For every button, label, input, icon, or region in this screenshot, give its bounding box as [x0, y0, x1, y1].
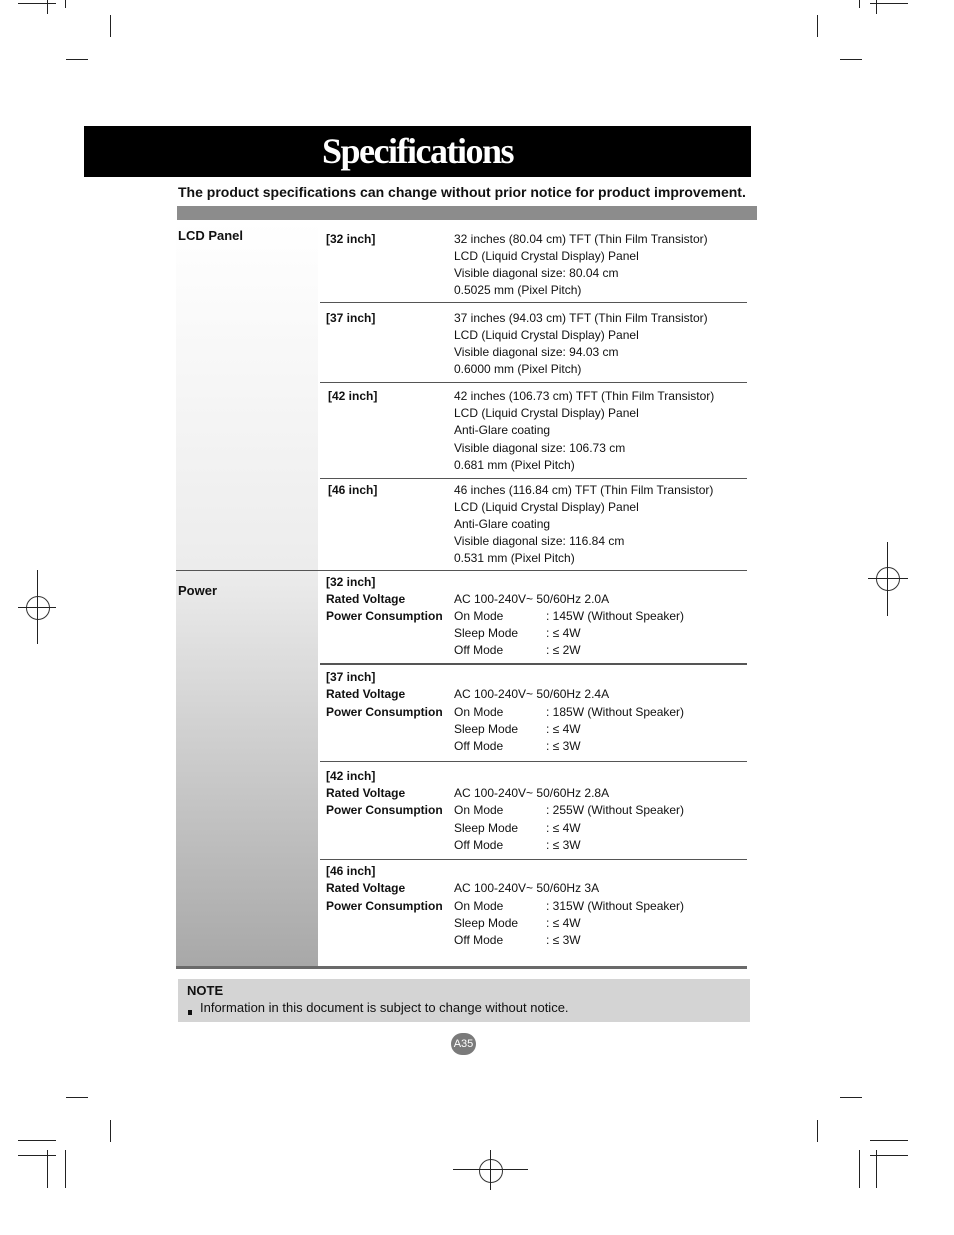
spec-line: 0.531 mm (Pixel Pitch) — [454, 551, 575, 565]
spec-line: 0.5025 mm (Pixel Pitch) — [454, 283, 582, 297]
model-label: [42 inch] — [326, 769, 376, 783]
sleep-mode-value: : ≤ 4W — [546, 722, 581, 736]
spec-line: LCD (Liquid Crystal Display) Panel — [454, 249, 639, 263]
spec-line: Anti-Glare coating — [454, 423, 551, 437]
rated-voltage-value: AC 100-240V~ 50/60Hz 2.0A — [454, 592, 610, 606]
on-mode-value: : 315W (Without Speaker) — [546, 899, 685, 913]
spec-line: 46 inches (116.84 cm) TFT (Thin Film Transistor) — [454, 483, 714, 497]
spec-line: LCD (Liquid Crystal Display) Panel — [454, 406, 639, 420]
section-divider — [176, 570, 747, 571]
spec-line: Anti-Glare coating — [454, 517, 551, 531]
rated-voltage-label: Rated Voltage — [326, 786, 406, 800]
sleep-mode-value: : ≤ 4W — [546, 916, 581, 930]
notice-text: The product specifications can change without prior notice for product improvement. — [178, 184, 746, 200]
off-mode-value: : ≤ 3W — [546, 838, 581, 852]
sleep-mode-label: Sleep Mode — [454, 916, 519, 930]
off-mode-value: : ≤ 2W — [546, 643, 581, 657]
rated-voltage-label: Rated Voltage — [326, 592, 406, 606]
row-divider — [320, 478, 747, 479]
on-mode-label: On Mode — [454, 899, 504, 913]
model-label: [32 inch] — [326, 575, 376, 589]
row-divider — [320, 302, 747, 303]
lcd-panel-label: LCD Panel — [178, 228, 244, 243]
spec-line: LCD (Liquid Crystal Display) Panel — [454, 328, 639, 342]
sleep-mode-label: Sleep Mode — [454, 821, 519, 835]
spec-line: LCD (Liquid Crystal Display) Panel — [454, 500, 639, 514]
spec-line: Visible diagonal size: 80.04 cm — [454, 266, 619, 280]
off-mode-label: Off Mode — [454, 643, 504, 657]
spec-line: 32 inches (80.04 cm) TFT (Thin Film Transistor) — [454, 232, 708, 246]
spec-line: Visible diagonal size: 116.84 cm — [454, 534, 625, 548]
page-title: Specifications — [322, 131, 513, 171]
model-label: [42 inch] — [328, 389, 378, 403]
off-mode-value: : ≤ 3W — [546, 739, 581, 753]
title-bar — [84, 126, 751, 177]
power-consumption-label: Power Consumption — [326, 899, 443, 913]
power-label: Power — [178, 583, 218, 598]
row-divider — [320, 761, 747, 762]
note-text: Information in this document is subject to change without notice. — [200, 1000, 569, 1015]
row-divider — [320, 382, 747, 383]
sleep-mode-value: : ≤ 4W — [546, 626, 581, 640]
on-mode-label: On Mode — [454, 803, 504, 817]
model-label: [32 inch] — [326, 232, 376, 246]
on-mode-label: On Mode — [454, 609, 504, 623]
power-consumption-label: Power Consumption — [326, 705, 443, 719]
on-mode-value: : 185W (Without Speaker) — [546, 705, 685, 719]
note-box — [178, 979, 750, 1022]
model-label: [46 inch] — [328, 483, 378, 497]
row-divider — [320, 859, 747, 860]
model-label: [37 inch] — [326, 311, 376, 325]
off-mode-label: Off Mode — [454, 739, 504, 753]
rated-voltage-label: Rated Voltage — [326, 881, 406, 895]
model-label: [46 inch] — [326, 864, 376, 878]
rated-voltage-value: AC 100-240V~ 50/60Hz 3A — [454, 881, 600, 895]
sleep-mode-label: Sleep Mode — [454, 722, 519, 736]
power-consumption-label: Power Consumption — [326, 609, 443, 623]
sleep-mode-label: Sleep Mode — [454, 626, 519, 640]
on-mode-value: : 255W (Without Speaker) — [546, 803, 685, 817]
rated-voltage-value: AC 100-240V~ 50/60Hz 2.8A — [454, 786, 610, 800]
spec-line: 0.681 mm (Pixel Pitch) — [454, 458, 575, 472]
rated-voltage-value: AC 100-240V~ 50/60Hz 2.4A — [454, 687, 610, 701]
off-mode-value: : ≤ 3W — [546, 933, 581, 947]
bullet-icon — [188, 1010, 192, 1015]
power-consumption-label: Power Consumption — [326, 803, 443, 817]
sleep-mode-value: : ≤ 4W — [546, 821, 581, 835]
spec-line: Visible diagonal size: 106.73 cm — [454, 441, 626, 455]
spec-line: 37 inches (94.03 cm) TFT (Thin Film Transistor) — [454, 311, 708, 325]
spec-line: 0.6000 mm (Pixel Pitch) — [454, 362, 582, 376]
header-band — [177, 206, 757, 220]
on-mode-label: On Mode — [454, 705, 504, 719]
rated-voltage-label: Rated Voltage — [326, 687, 406, 701]
model-label: [37 inch] — [326, 670, 376, 684]
page-number: A35 — [451, 1033, 476, 1055]
note-title: NOTE — [187, 983, 224, 998]
on-mode-value: : 145W (Without Speaker) — [546, 609, 685, 623]
power-category — [176, 571, 318, 966]
spec-line: Visible diagonal size: 94.03 cm — [454, 345, 619, 359]
spec-line: 42 inches (106.73 cm) TFT (Thin Film Transistor) — [454, 389, 715, 403]
off-mode-label: Off Mode — [454, 933, 504, 947]
off-mode-label: Off Mode — [454, 838, 504, 852]
row-divider — [320, 663, 747, 665]
lcd-panel-category — [176, 221, 318, 570]
table-bottom-rule — [176, 966, 747, 969]
